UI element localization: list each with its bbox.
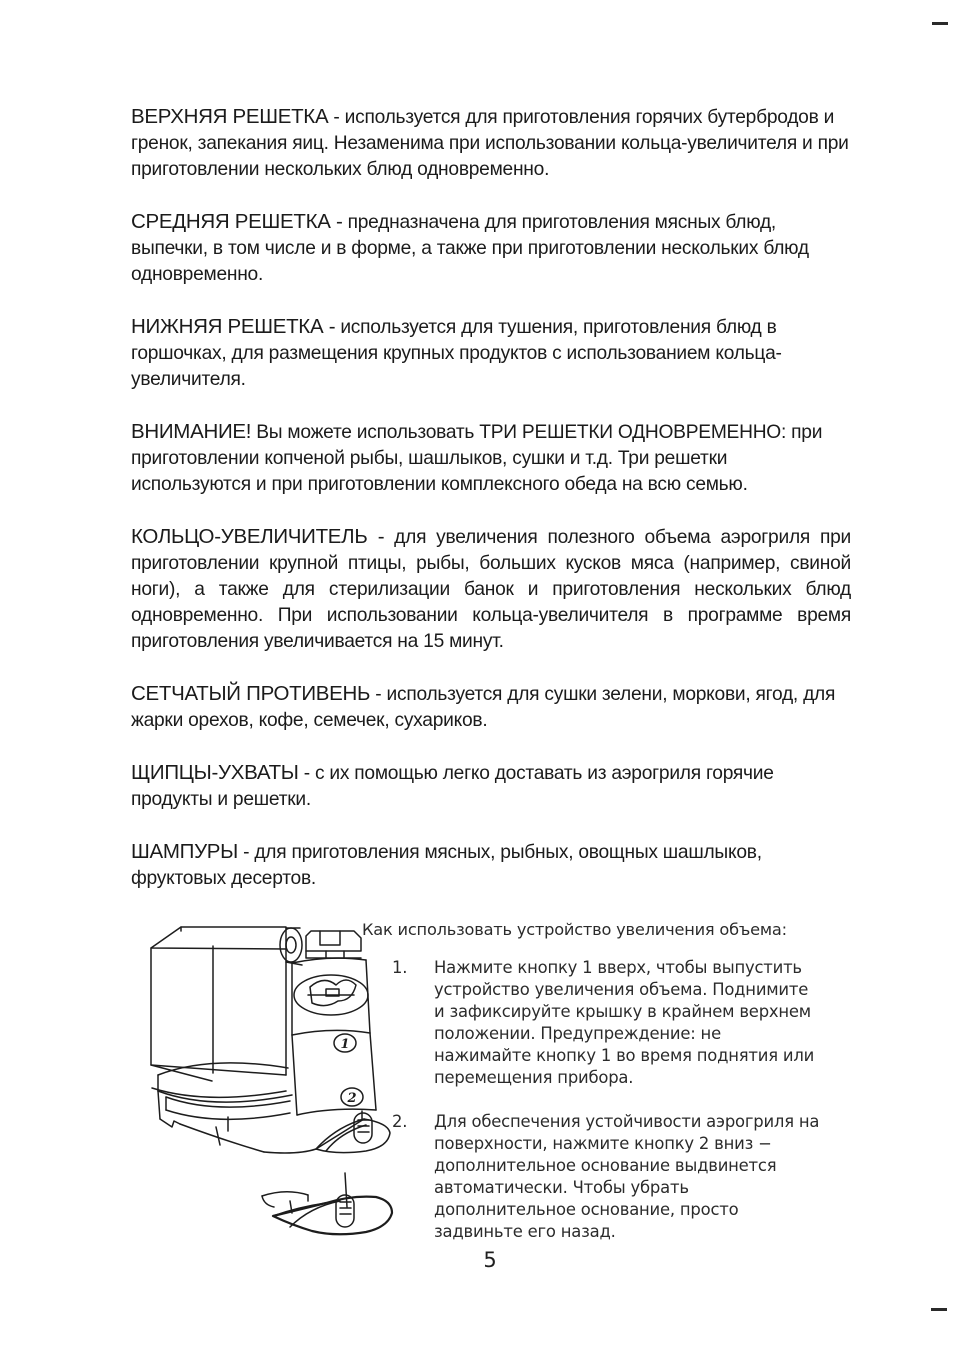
section-expansion-ring-body: для увеличения полезного объема аэрогриля при приготовлении крупной птицы, рыбы, больших кусков мяса (например, свиной ноги), а также для стерилизации банок и приготовления нескольких блюд одновременно. При использовании кольца-увеличителя в программе время приготовления увеличивается на 15 минут. <box>131 527 851 652</box>
section-top-rack-body: - используется для приготовления горячих бутербродов и гренок, запекания яиц. Незаменима при использовании кольца-увеличителя и при приготовлении нескольких блюд одновременно. <box>131 107 849 180</box>
section-mesh-tray-lead: СЕТЧАТЫЙ ПРОТИВЕНЬ <box>131 682 371 705</box>
figure-callout-1-group <box>334 1034 356 1052</box>
registration-tick-top-right <box>932 22 948 25</box>
section-skewers-body: - для приготовления мясных, рыбных, овощных шашлыков, фруктовых десертов. <box>131 842 762 889</box>
section-attention-lead: ВНИМАНИЕ! <box>131 420 252 443</box>
section-middle-rack-body: предназначена для приготовления мясных блюд, выпечки, в том числе и в форме, а также при приготовлении нескольких блюд одновременно. <box>131 212 809 285</box>
section-mesh-tray <box>131 681 851 734</box>
section-bottom-rack-lead: НИЖНЯЯ РЕШЕТКА - <box>131 315 336 338</box>
section-tongs <box>131 760 851 813</box>
figure-callout-1-label: 1 <box>340 1037 350 1052</box>
section-tongs-lead: ЩИПЦЫ-УХВАТЫ <box>131 761 299 784</box>
section-bottom-rack <box>131 314 851 393</box>
figure-callout-2-label: 2 <box>347 1091 357 1106</box>
section-middle-rack <box>131 209 851 288</box>
section-expansion-ring-lead: КОЛЬЦО-УВЕЛИЧИТЕЛЬ - <box>131 525 385 548</box>
list-item <box>392 1111 822 1243</box>
section-bottom-rack-body: используется для тушения, приготовления блюд в горшочках, для размещения крупных продуктов с использованием кольца-увеличителя. <box>131 317 782 390</box>
accessory-descriptions <box>131 104 851 918</box>
instructions-heading: Как использовать устройство увеличения объема: <box>362 920 787 939</box>
section-attention <box>131 419 851 498</box>
section-middle-rack-lead: СРЕДНЯЯ РЕШЕТКА - <box>131 210 343 233</box>
section-skewers-lead: ШАМПУРЫ <box>131 840 239 863</box>
page-number: 5 <box>483 1248 497 1272</box>
section-mesh-tray-body: - используется для сушки зелени, моркови, ягод, для жарки орехов, кофе, семечек, сухариков. <box>131 684 836 731</box>
list-item-marker: 1. <box>392 958 408 977</box>
appliance-illustration <box>140 905 396 1265</box>
list-item-text: Нажмите кнопку 1 вверх, чтобы выпустить устройство увеличения объема. Поднимите и зафиксируйте крышку в крайнем верхнем положении. Предупреждение: не нажимайте кнопку 1 во время поднятия или перемещения прибора. <box>434 958 815 1087</box>
list-item-marker: 2. <box>392 1112 408 1131</box>
section-skewers <box>131 839 851 892</box>
section-top-rack-lead: ВЕРХНЯЯ РЕШЕТКА <box>131 105 329 128</box>
section-attention-body: Вы можете использовать ТРИ РЕШЕТКИ ОДНОВРЕМЕННО: при приготовлении копченой рыбы, шашлыков, сушки и т.д. Три решетки используются и при приготовлении комплексного обеда на всю семью. <box>131 422 823 495</box>
section-tongs-body: - с их помощью легко доставать из аэрогриля горячие продукты и решетки. <box>131 763 774 810</box>
figure-callout-2-group <box>341 1088 363 1106</box>
section-top-rack <box>131 104 851 183</box>
instructions-list <box>392 957 822 1243</box>
registration-tick-bottom-right <box>931 1308 947 1311</box>
list-item-text: Для обеспечения устойчивости аэрогриля на поверхности, нажмите кнопку 2 вниз − дополнительное основание выдвинется автоматически. Чтобы убрать дополнительное основание, просто задвиньте его назад. <box>434 1112 820 1241</box>
list-item <box>392 957 822 1089</box>
section-expansion-ring <box>131 524 851 655</box>
